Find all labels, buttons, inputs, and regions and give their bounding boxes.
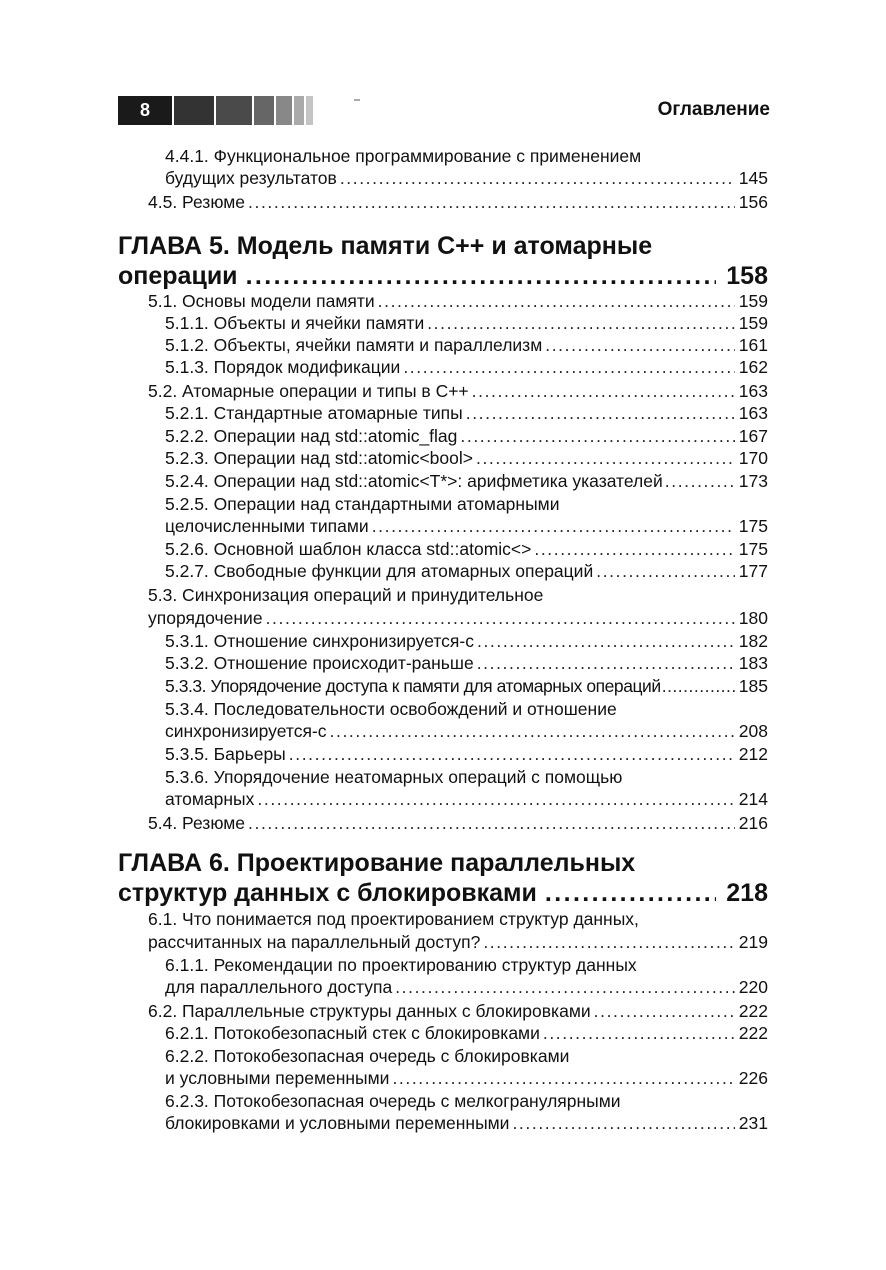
toc-entry-6-2-1: [165, 1022, 768, 1044]
dot-leader: [534, 538, 734, 560]
chapter-page: 158: [726, 262, 768, 290]
toc-entry-page: 212: [738, 744, 768, 764]
running-header: [118, 96, 770, 126]
toc-entry-label: 5.1. Основы модели памяти: [148, 291, 375, 311]
dot-leader: [392, 1067, 734, 1089]
toc-entry-label: 5.3.2. Отношение происходит-раньше: [165, 653, 474, 673]
toc-entry-page: 167: [738, 426, 768, 446]
chapter-label: операции: [118, 262, 238, 290]
toc-entry-5-3-4: [165, 720, 768, 742]
toc-entry-page: 159: [738, 291, 768, 311]
toc-entry-5-1: [148, 290, 768, 312]
dot-leader: [466, 402, 735, 424]
toc-entry-5-2-6: [165, 538, 768, 560]
chapter-5-title-line1: ГЛАВА 5. Модель памяти C++ и атомарные: [118, 232, 653, 260]
toc-entry-label: 5.4. Резюме: [148, 813, 246, 833]
dot-leader: [460, 425, 734, 447]
toc-entry-label: 5.2.4. Операции над std::atomic<T*>: арифметика указателей: [165, 471, 663, 491]
toc-entry-label: 5.1.3. Порядок модификации: [165, 357, 401, 377]
toc-entry-label: 5.1.2. Объекты, ячейки памяти и параллелизм: [165, 335, 543, 355]
toc-entry-page: 216: [738, 813, 768, 833]
chapter-label: структур данных с блокировками: [118, 879, 537, 907]
toc-entry-5-3-6: [165, 788, 768, 810]
toc-entry-page: 175: [738, 539, 768, 559]
toc-entry-page: 231: [738, 1113, 768, 1133]
toc-entry-label: 6.2. Параллельные структуры данных с блокировками: [148, 1001, 591, 1021]
toc-entry-5-1-2: [165, 334, 768, 356]
dot-leader: [372, 515, 735, 537]
dot-leader: [248, 191, 735, 213]
toc-entry-page: 183: [738, 653, 768, 673]
header-decor-bar: [174, 96, 214, 125]
toc-entry-5-1-1: [165, 312, 768, 334]
toc-entry-label: 6.2.1. Потокобезопасный стек с блокировками: [165, 1023, 540, 1043]
toc-entry-label: 5.3.1. Отношение синхронизируется-с: [165, 631, 474, 651]
toc-entry-4-4-1: [165, 167, 768, 189]
toc-entry-6-2-2: [165, 1067, 768, 1089]
toc-entry-page: 159: [738, 313, 768, 333]
toc-entry-5-2: [148, 380, 768, 402]
dot-leader: [596, 560, 735, 582]
toc-entry-6-1-line1: 6.1. Что понимается под проектированием структур данных,: [148, 909, 639, 929]
toc-entry-6-2-2-line1: 6.2.2. Потокобезопасная очередь с блокировками: [165, 1046, 570, 1066]
toc-entry-5-3-6-line1: 5.3.6. Упорядочение неатомарных операций с помощью: [165, 767, 623, 787]
toc-entry-6-2: [148, 1000, 768, 1022]
dot-leader: [427, 312, 735, 334]
running-title: Оглавление: [657, 99, 770, 120]
dot-leader: [545, 334, 735, 356]
toc-entry-label: 5.2.6. Основной шаблон класса std::atomic<>: [165, 539, 532, 559]
toc-entry-5-3-3: [165, 675, 768, 697]
toc-entry-6-1-1: [165, 976, 768, 998]
toc-entry-5-2-2: [165, 425, 768, 447]
chapter-5-entry: [118, 261, 768, 291]
toc-entry-page: 156: [738, 192, 768, 212]
dot-leader: [512, 1112, 734, 1134]
toc-entry-page: 173: [738, 471, 768, 491]
toc-entry-page: 222: [738, 1001, 768, 1021]
toc-entry-5-3-5: [165, 743, 768, 765]
dot-leader: [665, 470, 737, 492]
dot-leader: [246, 261, 717, 291]
chapter-6-entry: [118, 878, 768, 908]
toc-entry-5-3-4-line1: 5.3.4. Последовательности освобождений и отношение: [165, 699, 617, 719]
toc-entry-label: 5.3.3. Упорядочение доступа к памяти для атомарных операций: [165, 676, 661, 696]
dot-leader: [266, 607, 735, 629]
toc-entry-label: будущих результатов: [165, 168, 337, 188]
toc-entry-page: 163: [738, 403, 768, 423]
toc-entry-label: 5.1.1. Объекты и ячейки памяти: [165, 313, 425, 333]
dot-leader: [257, 788, 734, 810]
dot-leader: [483, 931, 734, 953]
chapter-6-title-line1: ГЛАВА 6. Проектирование параллельных: [118, 849, 636, 877]
dot-leader: [477, 652, 735, 674]
dot-leader: [662, 675, 738, 697]
toc-entry-6-2-3-line1: 6.2.3. Потокобезопасная очередь с мелкогранулярными: [165, 1091, 621, 1111]
toc-entry-label: 5.2.2. Операции над std::atomic_flag: [165, 426, 458, 446]
dot-leader: [476, 447, 735, 469]
toc-entry-page: 219: [738, 932, 768, 952]
dot-leader: [472, 380, 735, 402]
header-decor-bar: [254, 96, 274, 125]
toc-entry-6-1-1-line1: 6.1.1. Рекомендации по проектированию структур данных: [165, 955, 637, 975]
toc-entry-5-2-5: [165, 515, 768, 537]
toc-entry-5-3-line1: 5.3. Синхронизация операций и принудительное: [148, 585, 544, 605]
dot-leader: [248, 812, 735, 834]
toc-entry-page: 163: [738, 381, 768, 401]
toc-entry-5-3: [148, 607, 768, 629]
toc-entry-label: 4.5. Резюме: [148, 192, 246, 212]
toc-entry-page: 214: [738, 789, 768, 809]
toc-entry-4-4-1-line1: 4.4.1. Функциональное программирование с применением: [165, 146, 642, 166]
dot-leader: [340, 167, 735, 189]
toc-entry-page: 161: [738, 335, 768, 355]
chapter-page: 218: [726, 879, 768, 907]
toc-entry-page: 180: [738, 608, 768, 628]
toc-entry-page: 177: [738, 561, 768, 581]
header-decor-bar: [294, 96, 304, 125]
toc-entry-5-4: [148, 812, 768, 834]
toc-entry-label: 5.2. Атомарные операции и типы в C++: [148, 381, 469, 401]
toc-entry-label: для параллельного доступа: [165, 977, 393, 997]
toc-entry-page: 175: [738, 516, 768, 536]
toc-entry-label: и условными переменными: [165, 1068, 390, 1088]
toc-entry-5-2-5-line1: 5.2.5. Операции над стандартными атомарными: [165, 494, 560, 514]
toc-entry-5-3-2: [165, 652, 768, 674]
header-decor-mark: [354, 99, 360, 101]
toc-entry-page: 226: [738, 1068, 768, 1088]
toc-entry-5-2-4: [165, 470, 768, 492]
header-decor-bar: [216, 96, 252, 125]
toc-entry-label: синхронизируется-с: [165, 721, 327, 741]
toc-entry-label: атомарных: [165, 789, 255, 809]
header-decor-bar: [306, 96, 313, 125]
dot-leader: [594, 1000, 735, 1022]
dot-leader: [378, 290, 735, 312]
toc-entry-page: 162: [738, 357, 768, 377]
toc-entry-5-2-7: [165, 560, 768, 582]
toc-entry-6-2-3: [165, 1112, 768, 1134]
toc-entry-label: целочисленными типами: [165, 516, 369, 536]
toc-entry-page: 185: [738, 676, 768, 696]
toc-entry-label: упорядочение: [148, 608, 263, 628]
header-decor-bar: [276, 96, 292, 125]
toc-entry-label: 5.2.3. Операции над std::atomic<bool>: [165, 448, 473, 468]
toc-entry-6-1: [148, 931, 768, 953]
dot-leader: [289, 743, 735, 765]
page-number: 8: [118, 96, 172, 125]
toc-entry-page: 170: [738, 448, 768, 468]
toc-entry-5-2-3: [165, 447, 768, 469]
toc-entry-5-3-1: [165, 630, 768, 652]
dot-leader: [330, 720, 735, 742]
toc-entry-5-1-3: [165, 356, 768, 378]
dot-leader: [477, 630, 735, 652]
toc-entry-label: 5.3.5. Барьеры: [165, 744, 286, 764]
dot-leader: [403, 356, 734, 378]
dot-leader: [545, 878, 716, 908]
toc-entry-page: 182: [738, 631, 768, 651]
toc-entry-page: 208: [738, 721, 768, 741]
toc-entry-label: 5.2.1. Стандартные атомарные типы: [165, 403, 463, 423]
dot-leader: [395, 976, 735, 998]
dot-leader: [543, 1022, 735, 1044]
toc-entry-label: рассчитанных на параллельный доступ?: [148, 932, 481, 952]
toc-entry-5-2-1: [165, 402, 768, 424]
toc-entry-label: 5.2.7. Свободные функции для атомарных операций: [165, 561, 594, 581]
toc-entry-4-5: [148, 191, 768, 213]
toc-entry-page: 222: [738, 1023, 768, 1043]
toc-entry-page: 145: [738, 168, 768, 188]
toc-entry-label: блокировками и условными переменными: [165, 1113, 510, 1133]
toc-entry-page: 220: [738, 977, 768, 997]
